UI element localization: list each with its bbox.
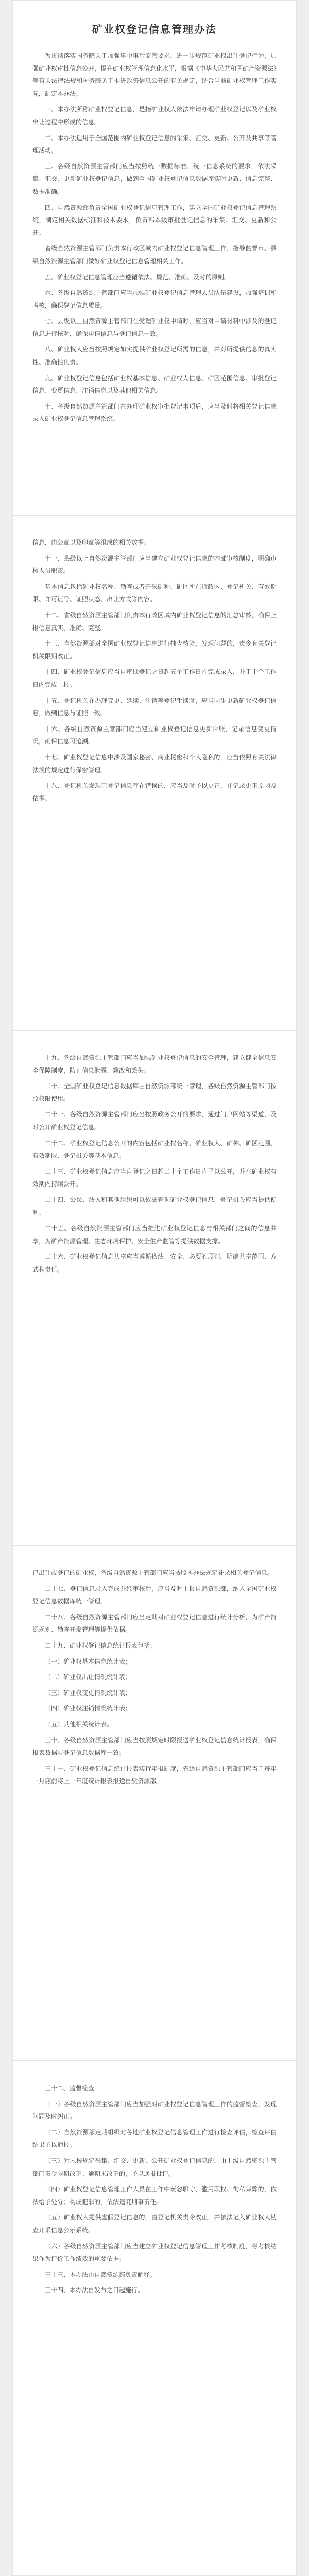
section-heading: 三十二、监督检查 — [45, 2084, 95, 2092]
paragraph: 信息，由公章以及印章等组成的相关数据。 — [32, 539, 150, 546]
paragraph: 十八、登记机关发现已登记信息存在错误的，应当及时予以更正，并记录更正原因及依据。 — [32, 782, 277, 802]
list-item: （五）其他相关统计表。 — [45, 1720, 113, 1728]
list-item: （二）矿业权出让情况统计表； — [45, 1673, 132, 1681]
document-page-4 — [12, 1546, 297, 2061]
paragraph: 十二、省级自然资源主管部门负责本行政区域内矿业权登记信息的汇总审核，确保上报信息真实、准确、完整。 — [32, 611, 277, 632]
paragraph: 十四、矿业权登记信息应当自审批登记之日起五个工作日内完成录入，并于十个工作日内完成上报。 — [32, 668, 277, 688]
list-item: （三）对未按规定采集、汇交、更新、公开矿业权登记信息的，由上级自然资源主管部门责令限期改正；逾期未改正的，予以通报批评。 — [32, 2157, 277, 2177]
paragraph: 十九、各级自然资源主管部门应当加强矿业权登记信息的安全管理，建立健全信息安全保障制度，防止信息泄露、篡改和丢失。 — [32, 1054, 277, 1074]
paragraph: 四、自然资源部负责全国矿业权登记信息管理工作，建立全国矿业权登记信息管理系统，制定相关数据标准和技术要求，负责部本级审批登记信息的采集、汇交、更新和公开。 — [32, 204, 277, 236]
paragraph: 二十四、公民、法人和其他组织可以依法查询矿业权登记信息，登记机关应当提供便利。 — [32, 1196, 277, 1216]
paragraph: 十五、登记机关在办理变更、延续、注销等登记手续时，应当同步更新矿业权登记信息，做到信息与证照一致。 — [32, 697, 277, 717]
paragraph: 三十、各级自然资源主管部门应当按照规定时限报送矿业权登记信息统计报表，确保报表数据与登记信息数据库一致。 — [32, 1736, 277, 1757]
list-item: （三）矿业权变更情况统计表； — [45, 1689, 132, 1697]
paragraph: 十七、矿业权登记信息中涉及国家秘密、商业秘密和个人隐私的，应当依照有关法律法规的规定进行保密管理。 — [32, 753, 277, 774]
paragraph: 二十三、矿业权登记信息应当自登记之日起二十个工作日内予以公开，并在矿业权有效期内持续公开。 — [32, 1167, 277, 1188]
paragraph: 二、本办法适用于全国范围内矿业权登记信息的采集、汇交、更新、公开及共享等管理活动。 — [32, 134, 277, 155]
paragraph: 三十三、本办法由自然资源部负责解释。 — [45, 2270, 157, 2278]
list-item: （五）矿业权人提供虚假登记信息的，由登记机关责令改正，并依法记入矿业权人勘查开采信息公示系统。 — [32, 2214, 277, 2234]
paragraph: 十六、各级自然资源主管部门应当建立矿业权登记信息更新台账，记录信息变更情况，确保信息可追溯。 — [32, 725, 277, 745]
paragraph: 已出让或登记的矿业权，各级自然资源主管部门应当按照本办法规定补录相关登记信息。 — [32, 1569, 274, 1577]
paragraph: 二十一、各级自然资源主管部门应当按照政务公开的要求，通过门户网站等渠道，及时公开矿业权登记信息。 — [32, 1111, 277, 1131]
paragraph: 为贯彻落实国务院关于加强事中事后监管要求，进一步规范矿业权出让登记行为，加强矿业权审批信息公开，提升矿业权管理信息化水平，根据《中华人民共和国矿产资源法》等有关法律法规和国务院关于推进政务信息公开的有关规定，结合当前矿业权管理工作实际，制定本办法。 — [32, 52, 277, 97]
paragraph: 六、各级自然资源主管部门应当加强矿业权登记信息管理人员队伍建设，加强培训和考核，确保登记信息质量。 — [32, 289, 277, 309]
paragraph: 三、各级自然资源主管部门应当按照统一数据标准、统一信息系统的要求，依法采集、汇交、更新矿业权登记信息，做到全国矿业权登记信息数据库实时更新、信息完整、数据准确。 — [32, 162, 277, 195]
paragraph: 二十二、矿业权登记信息公开的内容包括矿业权名称、矿业权人、矿种、矿区范围、有效期限、登记机关等基本信息。 — [32, 1139, 277, 1160]
paragraph: 十三、自然资源部对全国矿业权登记信息进行抽查核验，发现问题的，责令有关登记机关限期改正。 — [32, 640, 277, 660]
document-page-5 — [12, 2061, 297, 2576]
document-page-1 — [12, 0, 297, 515]
paragraph: 七、县级以上自然资源主管部门在受理矿业权申请时，应当对申请材料中涉及的登记信息进行核对，确保申请信息与登记信息一致。 — [32, 317, 277, 337]
paragraph: 一、本办法所称矿业权登记信息，是指矿业权人依法申请办理矿业权登记以及矿业权出让过程中形成的信息。 — [32, 106, 277, 126]
paragraph: 三十一、矿业权登记信息统计报表实行年报制度，省级自然资源主管部门应当于每年一月底前将上一年度统计报表报送自然资源部。 — [32, 1765, 277, 1785]
paragraph: 二十九、矿业权登记信息统计报表包括： — [45, 1641, 157, 1649]
paragraph: 二十八、各级自然资源主管部门应当定期对矿业权登记信息进行统计分析，为矿产资源规划、勘查开发管理等提供依据。 — [32, 1613, 277, 1634]
list-item: （六）各级自然资源主管部门应当建立矿业权登记信息管理工作考核制度，将考核结果作为评价工作绩效的重要依据。 — [32, 2242, 277, 2263]
list-item: （四）矿业权注销情况统计表； — [45, 1705, 132, 1713]
paragraph: 八、矿业权人应当按照规定如实提供矿业权登记所需的信息，并对所提供信息的真实性、准确性负责。 — [32, 346, 277, 366]
document-page-2 — [12, 515, 297, 1030]
paragraph: 五、矿业权登记信息管理应当遵循依法、规范、准确、及时的原则。 — [45, 273, 231, 281]
paragraph: 十一、县级以上自然资源主管部门应当建立矿业权登记信息的内部审核制度，明确审核人员职责。 — [32, 554, 277, 575]
document-page-3 — [12, 1030, 297, 1546]
list-item: （一）各级自然资源主管部门应当加强对矿业权登记信息管理工作的监督检查，发现问题及时纠正。 — [32, 2100, 277, 2121]
paragraph: 九、矿业权登记信息包括矿业权基本信息、矿业权人信息、矿区范围信息、审批登记信息、变更信息、注销信息以及其他相关信息。 — [32, 374, 277, 395]
paragraph: 基本信息包括矿业权名称、勘查或者开采矿种、矿区所在行政区、登记机关、有效期限、许可证号、证照状态、出让方式等内容。 — [32, 583, 277, 603]
paragraph: 十、各级自然资源主管部门在办理矿业权审批登记事项后，应当及时将相关登记信息录入矿业权登记信息管理系统。 — [32, 402, 277, 423]
paragraph: 省级自然资源主管部门负责本行政区域内矿业权登记信息管理工作，指导监督市、县级自然资源主管部门做好矿业权登记信息管理相关工作。 — [32, 245, 277, 265]
paragraph: 二十、全国矿业权登记信息数据库由自然资源部统一管理，各级自然资源主管部门按照权限使用。 — [32, 1082, 277, 1103]
list-item: （二）自然资源部定期组织对各地矿业权登记信息管理工作进行检查评估，检查评估结果予以通报。 — [32, 2128, 277, 2149]
paragraph: 二十五、各级自然资源主管部门应当推进矿业权登记信息与相关部门之间的信息共享，为矿产资源管理、生态环境保护、安全生产监管等提供数据支撑。 — [32, 1225, 277, 1245]
document-title: 矿业权登记信息管理办法 — [92, 23, 217, 36]
list-item: （四）矿业权登记信息管理工作人员在工作中玩忽职守、滥用职权、徇私舞弊的，依法给予处分；构成犯罪的，依法追究刑事责任。 — [32, 2185, 277, 2206]
paragraph: 二十六、矿业权登记信息共享应当遵循依法、安全、必要的原则，明确共享范围、方式和责任。 — [32, 1253, 277, 1273]
paragraph: 二十七、登记信息录入完成并经审核后，应当及时上报自然资源部，纳入全国矿业权登记信息数据库统一管理。 — [32, 1585, 277, 1605]
list-item: （一）矿业权基本信息统计表； — [45, 1657, 132, 1665]
paragraph: 三十四、本办法自发布之日起施行。 — [45, 2286, 144, 2294]
